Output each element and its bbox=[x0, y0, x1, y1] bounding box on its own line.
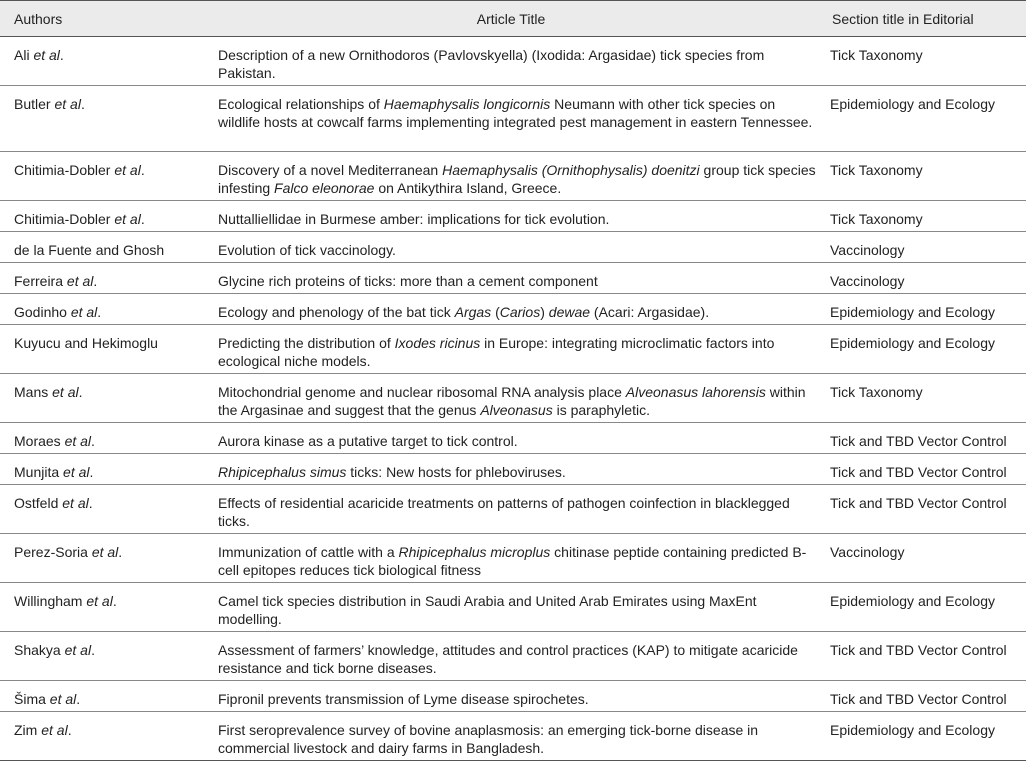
author-name: Moraes bbox=[14, 433, 65, 449]
author-etal: et al bbox=[64, 642, 92, 658]
header-row bbox=[0, 1, 1026, 37]
section-cell: Epidemiology and Ecology bbox=[817, 294, 1026, 325]
title-text: Ecology and phenology of the bat tick bbox=[218, 304, 455, 320]
species-name: Rhipicephalus simus bbox=[218, 464, 347, 480]
table-row bbox=[0, 86, 1026, 152]
title-text: Description of a new Ornithodoros (Pavlovskyella) (Ixodida: Argasidae) tick species from Pakistan. bbox=[218, 47, 765, 81]
author-cell bbox=[0, 534, 205, 583]
title-text: Fipronil prevents transmission of Lyme disease spirochetes. bbox=[218, 691, 589, 707]
title-text: chitinase peptide containing predicted B-cell epitopes reduces tick biological fitness bbox=[218, 544, 807, 578]
author-cell bbox=[0, 152, 205, 201]
species-name: dewae bbox=[548, 304, 591, 320]
title-text: Aurora kinase as a putative target to tick control. bbox=[218, 433, 518, 449]
author-cell bbox=[0, 681, 205, 712]
author-cell bbox=[0, 37, 205, 86]
title-text: is paraphyletic. bbox=[552, 402, 650, 418]
title-text: Assessment of farmers’ knowledge, attitudes and control practices (KAP) to mitigate acaricide resistance and tick borne diseases. bbox=[218, 642, 798, 676]
section-cell: Tick Taxonomy bbox=[817, 37, 1026, 86]
title-text: in Europe: integrating microclimatic factors into ecological niche models. bbox=[218, 335, 775, 369]
author-suffix: . bbox=[78, 384, 83, 400]
author-name: de la Fuente and Ghosh bbox=[14, 242, 165, 258]
author-suffix: . bbox=[93, 273, 98, 289]
author-suffix: . bbox=[88, 495, 93, 511]
header-authors: Authors bbox=[0, 1, 205, 37]
table-row bbox=[0, 37, 1026, 86]
author-cell bbox=[0, 454, 205, 485]
author-name: Ferreira bbox=[14, 273, 67, 289]
author-name: Mans bbox=[14, 384, 53, 400]
title-text: Effects of residential acaricide treatments on patterns of pathogen coinfection in blacklegged ticks. bbox=[218, 495, 790, 529]
author-name: Shakya bbox=[14, 642, 65, 658]
title-text: Ecological relationships of bbox=[218, 96, 384, 112]
section-cell: Tick and TBD Vector Control bbox=[817, 632, 1026, 681]
author-suffix: . bbox=[91, 642, 95, 658]
author-name: Kuyucu and Hekimoglu bbox=[14, 335, 158, 351]
author-name: Zim bbox=[14, 722, 42, 738]
title-text: on Antikythira Island, Greece. bbox=[374, 180, 562, 196]
article-title-cell bbox=[205, 86, 817, 152]
article-title-cell bbox=[205, 294, 817, 325]
section-cell: Tick and TBD Vector Control bbox=[817, 485, 1026, 534]
title-text: group tick species infesting bbox=[218, 162, 816, 196]
article-title-cell bbox=[205, 681, 817, 712]
author-cell bbox=[0, 423, 205, 454]
article-title-cell bbox=[205, 583, 817, 632]
author-etal: et al bbox=[66, 273, 94, 289]
title-text: First seroprevalence survey of bovine anaplasmosis: an emerging tick-borne disease in commercial livestock and dairy farms in Bangladesh. bbox=[218, 722, 759, 756]
table-row bbox=[0, 294, 1026, 325]
table-row bbox=[0, 712, 1026, 761]
title-text: Immunization of cattle with a bbox=[218, 544, 399, 560]
title-text: Camel tick species distribution in Saudi Arabia and United Arab Emirates using MaxEnt modelling. bbox=[218, 593, 757, 627]
author-cell bbox=[0, 201, 205, 232]
table-row bbox=[0, 534, 1026, 583]
table-row bbox=[0, 374, 1026, 423]
article-title-cell bbox=[205, 632, 817, 681]
author-suffix: . bbox=[112, 593, 117, 609]
table-row bbox=[0, 681, 1026, 712]
author-name: Ostfeld bbox=[14, 495, 63, 511]
author-etal: et al bbox=[41, 722, 68, 738]
article-title-cell bbox=[205, 423, 817, 454]
title-text: Neumann with other tick species on wildlife hosts at cowcalf farms implementing integrated pest management in eastern Tennessee. bbox=[218, 96, 813, 130]
author-suffix: . bbox=[59, 47, 64, 63]
table-row bbox=[0, 454, 1026, 485]
author-name: Butler bbox=[14, 96, 55, 112]
species-name: Haemaphysalis longicornis bbox=[383, 96, 551, 112]
author-suffix: . bbox=[140, 162, 145, 178]
table-row bbox=[0, 325, 1026, 374]
author-cell bbox=[0, 325, 205, 374]
author-suffix: . bbox=[89, 464, 94, 480]
table-row bbox=[0, 583, 1026, 632]
author-etal: et al bbox=[54, 96, 81, 112]
author-name: Ali bbox=[14, 47, 34, 63]
author-cell bbox=[0, 374, 205, 423]
author-etal: et al bbox=[33, 47, 60, 63]
author-name: Chitimia-Dobler bbox=[14, 162, 115, 178]
author-suffix: . bbox=[118, 544, 123, 560]
article-title-cell bbox=[205, 201, 817, 232]
header-article-title: Article Title bbox=[205, 1, 817, 37]
author-name: Munjita bbox=[14, 464, 64, 480]
species-name: Rhipicephalus microplus bbox=[398, 544, 551, 560]
article-title-cell bbox=[205, 534, 817, 583]
author-etal: et al bbox=[114, 211, 141, 227]
table-row bbox=[0, 632, 1026, 681]
article-title-cell bbox=[205, 325, 817, 374]
author-cell bbox=[0, 263, 205, 294]
section-cell: Tick Taxonomy bbox=[817, 201, 1026, 232]
section-cell: Vaccinology bbox=[817, 534, 1026, 583]
section-cell: Vaccinology bbox=[817, 232, 1026, 263]
species-name: Falco eleonorae bbox=[274, 180, 375, 196]
section-cell: Epidemiology and Ecology bbox=[817, 583, 1026, 632]
author-cell bbox=[0, 712, 205, 761]
title-text: ticks: New hosts for phleboviruses. bbox=[346, 464, 566, 480]
section-cell: Epidemiology and Ecology bbox=[817, 325, 1026, 374]
article-title-cell bbox=[205, 485, 817, 534]
title-text: ) bbox=[540, 304, 549, 320]
article-title-cell bbox=[205, 37, 817, 86]
table-body bbox=[0, 37, 1026, 761]
author-cell bbox=[0, 583, 205, 632]
author-name: Perez-Soria bbox=[14, 544, 92, 560]
author-etal: et al bbox=[86, 593, 113, 609]
article-title-cell bbox=[205, 152, 817, 201]
species-name: Carios bbox=[499, 304, 541, 320]
article-title-cell bbox=[205, 712, 817, 761]
header-section-title: Section title in Editorial bbox=[817, 1, 1026, 37]
section-cell: Epidemiology and Ecology bbox=[817, 712, 1026, 761]
article-title-cell bbox=[205, 232, 817, 263]
author-etal: et al bbox=[62, 495, 89, 511]
article-title-cell bbox=[205, 374, 817, 423]
section-cell: Tick and TBD Vector Control bbox=[817, 423, 1026, 454]
article-title-cell bbox=[205, 454, 817, 485]
author-suffix: . bbox=[97, 304, 102, 320]
table-row bbox=[0, 263, 1026, 294]
author-cell bbox=[0, 485, 205, 534]
author-cell bbox=[0, 86, 205, 152]
table-row bbox=[0, 201, 1026, 232]
author-etal: et al bbox=[64, 433, 92, 449]
species-name: Ixodes ricinus bbox=[394, 335, 481, 351]
author-cell bbox=[0, 232, 205, 263]
title-text: (Acari: Argasidae). bbox=[590, 304, 710, 320]
section-cell: Tick and TBD Vector Control bbox=[817, 454, 1026, 485]
title-text: Evolution of tick vaccinology. bbox=[218, 242, 396, 258]
article-title-cell bbox=[205, 263, 817, 294]
title-text: Glycine rich proteins of ticks: more than a cement component bbox=[218, 273, 598, 289]
species-name: Argas bbox=[454, 304, 492, 320]
title-text: ( bbox=[491, 304, 500, 320]
section-cell: Tick Taxonomy bbox=[817, 374, 1026, 423]
author-suffix: . bbox=[140, 211, 145, 227]
table-row bbox=[0, 485, 1026, 534]
title-text: Discovery of a novel Mediterranean bbox=[218, 162, 443, 178]
species-name: Alveonasus lahorensis bbox=[625, 384, 766, 400]
author-name: Godinho bbox=[14, 304, 71, 320]
author-suffix: . bbox=[67, 722, 72, 738]
table-row bbox=[0, 152, 1026, 201]
author-etal: et al bbox=[91, 544, 119, 560]
author-etal: et al bbox=[70, 304, 98, 320]
author-cell bbox=[0, 294, 205, 325]
species-name: Haemaphysalis (Ornithophysalis) doenitzi bbox=[442, 162, 700, 178]
author-suffix: . bbox=[91, 433, 95, 449]
table-row bbox=[0, 232, 1026, 263]
author-etal: et al bbox=[52, 384, 79, 400]
section-cell: Vaccinology bbox=[817, 263, 1026, 294]
title-text: Predicting the distribution of bbox=[218, 335, 395, 351]
section-cell: Tick and TBD Vector Control bbox=[817, 681, 1026, 712]
title-text: within the Argasinae and suggest that the genus bbox=[218, 384, 806, 418]
author-etal: et al bbox=[114, 162, 141, 178]
author-cell bbox=[0, 632, 205, 681]
section-cell: Epidemiology and Ecology bbox=[817, 86, 1026, 152]
author-name: Chitimia-Dobler bbox=[14, 211, 115, 227]
author-suffix: . bbox=[76, 691, 81, 707]
title-text: Mitochondrial genome and nuclear ribosomal RNA analysis place bbox=[218, 384, 626, 400]
author-etal: et al bbox=[63, 464, 90, 480]
section-cell: Tick Taxonomy bbox=[817, 152, 1026, 201]
author-name: Willingham bbox=[14, 593, 87, 609]
title-text: Nuttalliellidae in Burmese amber: implications for tick evolution. bbox=[218, 211, 610, 227]
author-etal: et al bbox=[49, 691, 77, 707]
author-name: Šima bbox=[14, 691, 50, 707]
species-name: Alveonasus bbox=[480, 402, 553, 418]
table-row bbox=[0, 423, 1026, 454]
author-suffix: . bbox=[80, 96, 85, 112]
